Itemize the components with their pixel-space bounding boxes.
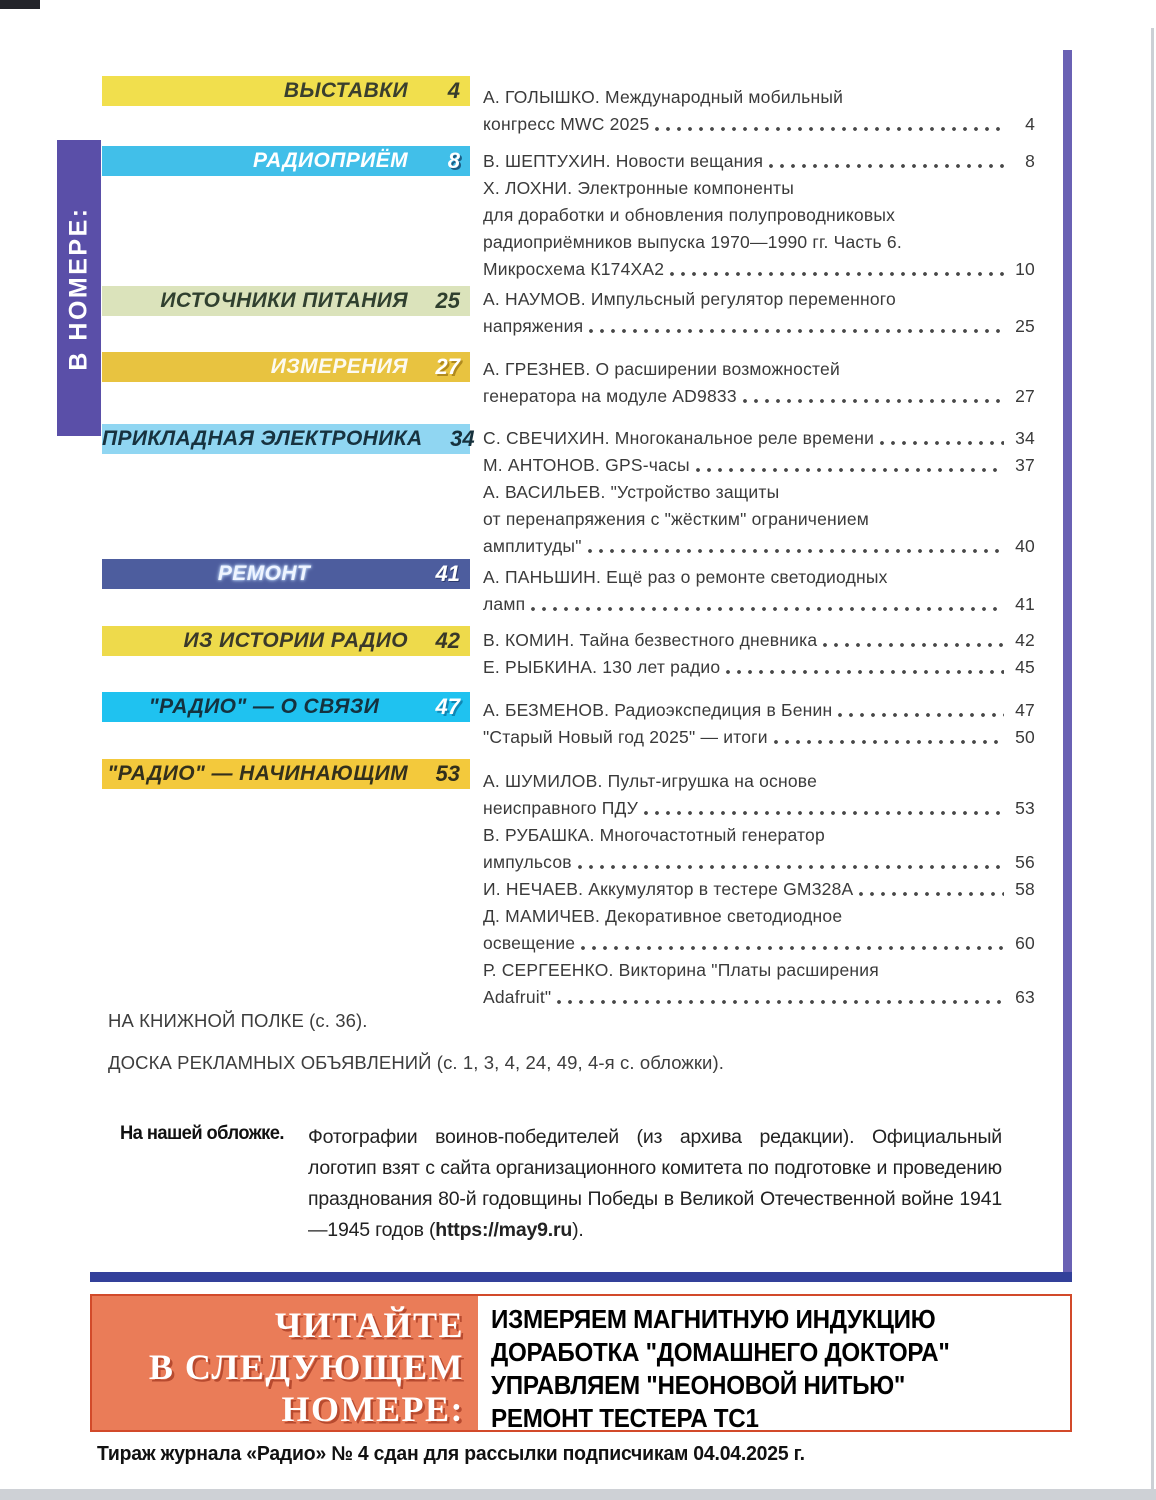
toc-entry <box>483 768 1035 822</box>
cover-note-body-end: ). <box>572 1219 584 1241</box>
toc-entry <box>483 957 1035 1011</box>
toc-line: для доработки и обновления полупроводниковых <box>483 205 896 225</box>
toc-line: освещение <box>483 933 576 953</box>
toc-line: конгресс MWC 2025 <box>483 114 650 134</box>
dot-leader <box>588 533 1004 560</box>
dot-leader <box>743 383 1004 410</box>
toc-line: А. ПАНЬШИН. Ещё раз о ремонте светодиодных <box>483 567 888 587</box>
toc-entry <box>483 564 1035 618</box>
toc-line: Adafruit" <box>483 987 552 1007</box>
dot-leader <box>769 148 1004 175</box>
toc-entry <box>483 627 1035 654</box>
dot-leader <box>838 697 1004 724</box>
next-issue-box <box>90 1294 1072 1432</box>
toc-page-number: 40 <box>1015 536 1035 556</box>
toc-entry <box>483 654 1035 681</box>
section-bar-exhibitions <box>102 76 470 106</box>
section-bar-power-sources <box>102 286 470 316</box>
toc-line: Д. МАМИЧЕВ. Декоративное светодиодное <box>483 906 843 926</box>
section-title: ПРИКЛАДНАЯ ЭЛЕКТРОНИКА <box>102 427 423 450</box>
toc-line: импульсов <box>483 852 572 872</box>
next-issue-heading <box>92 1296 478 1430</box>
dot-leader <box>531 591 1004 618</box>
dot-leader <box>578 849 1004 876</box>
section-articles <box>483 768 1035 1011</box>
next-issue-items <box>478 1296 1070 1433</box>
section-articles <box>483 627 1035 681</box>
toc-line: А. ВАСИЛЬЕВ. "Устройство защиты <box>483 482 780 502</box>
next-issue-item: ДОРАБОТКА "ДОМАШНЕГО ДОКТОРА" <box>491 1337 950 1367</box>
toc-entry <box>483 479 1035 560</box>
toc-entry <box>483 175 1035 283</box>
toc-entry <box>483 356 1035 410</box>
toc-page-number: 42 <box>1015 630 1035 650</box>
toc-entry <box>483 148 1035 175</box>
dot-leader <box>581 930 1004 957</box>
toc-line: А. ГРЕЗНЕВ. О расширении возможностей <box>483 359 840 379</box>
toc-line: Микросхема К174ХА2 <box>483 259 665 279</box>
dot-leader <box>670 256 1004 283</box>
circulation-footer: Тираж журнала «Радио» № 4 сдан для рассылки подписчикам 04.04.2025 г. <box>97 1443 805 1465</box>
toc-entry <box>483 425 1035 452</box>
section-title: ИСТОЧНИКИ ПИТАНИЯ <box>160 289 408 312</box>
toc-page-number: 56 <box>1015 852 1035 872</box>
toc-page-number: 34 <box>1015 428 1035 448</box>
toc-entry <box>483 286 1035 340</box>
toc-line: напряжения <box>483 316 584 336</box>
toc-page-number: 37 <box>1015 455 1035 475</box>
cover-note-link: https://may9.ru <box>435 1219 573 1241</box>
dot-leader <box>696 452 1004 479</box>
cover-note-text <box>308 1122 1002 1246</box>
toc-page-number: 58 <box>1015 879 1035 899</box>
section-bar-applied-electronics <box>102 424 475 454</box>
section-title: ИЗ ИСТОРИИ РАДИО <box>183 629 408 652</box>
dot-leader <box>644 795 1004 822</box>
section-title: РАДИОПРИЁМ <box>253 149 408 172</box>
section-page-number: 8 <box>447 148 460 173</box>
section-bar-radio-beginners <box>102 759 470 789</box>
toc-line: И. НЕЧАЕВ. Аккумулятор в тестере GM328A <box>483 879 854 899</box>
toc-page-number: 4 <box>1025 114 1035 134</box>
toc-entry <box>483 822 1035 876</box>
in-this-issue-label: В НОМЕРЕ: <box>64 205 93 371</box>
next-issue-item: УПРАВЛЯЕМ "НЕОНОВОЙ НИТЬЮ" <box>491 1370 906 1400</box>
section-bar-radio-communications <box>102 692 470 722</box>
scan-artifact-corner <box>0 0 40 9</box>
dot-leader <box>774 724 1004 751</box>
toc-line: В. КОМИН. Тайна безвестного дневника <box>483 630 818 650</box>
section-articles <box>483 425 1035 560</box>
toc-page-number: 45 <box>1015 657 1035 677</box>
toc-line: С. СВЕЧИХИН. Многоканальное реле времени <box>483 428 875 448</box>
bookshelf-note: НА КНИЖНОЙ ПОЛКЕ (с. 36). <box>108 1010 368 1031</box>
section-bar-radio-history <box>102 626 470 656</box>
toc-line: Х. ЛОХНИ. Электронные компоненты <box>483 178 794 198</box>
section-bar-measurements <box>102 352 470 382</box>
dot-leader <box>655 111 1004 138</box>
dot-leader <box>823 627 1004 654</box>
cover-note-label: На нашей обложке. <box>120 1122 284 1144</box>
section-page-number: 42 <box>435 628 460 653</box>
toc-page-number: 63 <box>1015 987 1035 1007</box>
section-articles <box>483 286 1035 340</box>
page-edge-right <box>1151 28 1154 1500</box>
cover-note-body: Фотографии воинов-победителей (из архива редакции). Официальный логотип взят с сайта организационного комитета по подготовке и проведению празднования 80-й годовщины Победы в Великой Отечественной войне 1941—1945 годов ( <box>308 1126 1002 1241</box>
section-articles <box>483 148 1035 283</box>
vertical-rule <box>1063 50 1072 1282</box>
toc-page-number: 41 <box>1015 594 1035 614</box>
dot-leader <box>859 876 1004 903</box>
toc-line: А. НАУМОВ. Импульсный регулятор переменного <box>483 289 896 309</box>
toc-line: неисправного ПДУ <box>483 798 639 818</box>
section-page-number: 27 <box>435 354 460 379</box>
next-issue-heading-line: ЧИТАЙТЕ <box>274 1305 464 1345</box>
toc-entry <box>483 84 1035 138</box>
toc-line: ламп <box>483 594 526 614</box>
next-issue-item: РЕМОНТ ТЕСТЕРА ТС1 <box>491 1403 759 1433</box>
section-page-number: 4 <box>447 78 460 103</box>
section-title: "РАДИО" — НАЧИНАЮЩИМ <box>107 762 408 785</box>
cover-note <box>120 1122 1002 1246</box>
toc-entry <box>483 452 1035 479</box>
toc-entry <box>483 697 1035 724</box>
toc-entry <box>483 876 1035 903</box>
section-page-number: 47 <box>435 694 460 719</box>
section-page-number: 34 <box>450 426 475 451</box>
toc-page-number: 8 <box>1025 151 1035 171</box>
page-edge-bottom <box>0 1489 1156 1500</box>
section-title: ВЫСТАВКИ <box>283 79 408 102</box>
section-articles <box>483 697 1035 751</box>
dot-leader <box>880 425 1004 452</box>
toc-line: генератора на модуле AD9833 <box>483 386 737 406</box>
in-this-issue-sidebar <box>57 140 101 436</box>
section-title: РЕМОНТ <box>217 562 311 585</box>
dot-leader <box>557 984 1004 1011</box>
section-title: ИЗМЕРЕНИЯ <box>270 355 408 378</box>
section-title: "РАДИО" — О СВЯЗИ <box>148 695 380 718</box>
section-page-number: 41 <box>435 561 460 586</box>
toc-line: Е. РЫБКИНА. 130 лет радио <box>483 657 721 677</box>
ads-board-note: ДОСКА РЕКЛАМНЫХ ОБЪЯВЛЕНИЙ (с. 1, 3, 4, 24, 49, 4-я с. обложки). <box>108 1052 724 1073</box>
section-page-number: 53 <box>435 761 460 786</box>
toc-line: В. ШЕПТУХИН. Новости вещания <box>483 151 764 171</box>
toc-line: А. ГОЛЫШКО. Международный мобильный <box>483 87 844 107</box>
toc-line: от перенапряжения с "жёстким" ограничением <box>483 509 870 529</box>
dot-leader <box>589 313 1004 340</box>
toc-line: Р. СЕРГЕЕНКО. Викторина "Платы расширения <box>483 960 879 980</box>
next-issue-heading-line: НОМЕРЕ: <box>281 1389 464 1429</box>
section-articles <box>483 84 1035 138</box>
dot-leader <box>726 654 1004 681</box>
toc-line: В. РУБАШКА. Многочастотный генератор <box>483 825 825 845</box>
toc-line: А. ШУМИЛОВ. Пульт-игрушка на основе <box>483 771 818 791</box>
horizontal-rule <box>90 1272 1072 1282</box>
toc-line: радиоприёмников выпуска 1970—1990 гг. Часть 6. <box>483 232 902 252</box>
section-page-number: 25 <box>435 288 460 313</box>
toc-line: амплитуды" <box>483 536 582 556</box>
toc-line: М. АНТОНОВ. GPS-часы <box>483 455 690 475</box>
toc-page-number: 60 <box>1015 933 1035 953</box>
toc-line: "Старый Новый год 2025" — итоги <box>483 727 768 747</box>
toc-page-number: 10 <box>1015 259 1035 279</box>
toc-line: А. БЕЗМЕНОВ. Радиоэкспедиция в Бенин <box>483 700 833 720</box>
toc-entry <box>483 903 1035 957</box>
section-bar-radio-reception <box>102 146 470 176</box>
toc-page-number: 25 <box>1015 316 1035 336</box>
section-articles <box>483 564 1035 618</box>
toc-page-number: 27 <box>1015 386 1035 406</box>
toc-page-number: 53 <box>1015 798 1035 818</box>
toc-page-number: 50 <box>1015 727 1035 747</box>
next-issue-item: ИЗМЕРЯЕМ МАГНИТНУЮ ИНДУКЦИЮ <box>491 1304 936 1334</box>
toc-page-number: 47 <box>1015 700 1035 720</box>
next-issue-heading-line: В СЛЕДУЮЩЕМ <box>148 1347 464 1387</box>
section-articles <box>483 356 1035 410</box>
section-bar-repair <box>102 559 470 589</box>
toc-entry <box>483 724 1035 751</box>
